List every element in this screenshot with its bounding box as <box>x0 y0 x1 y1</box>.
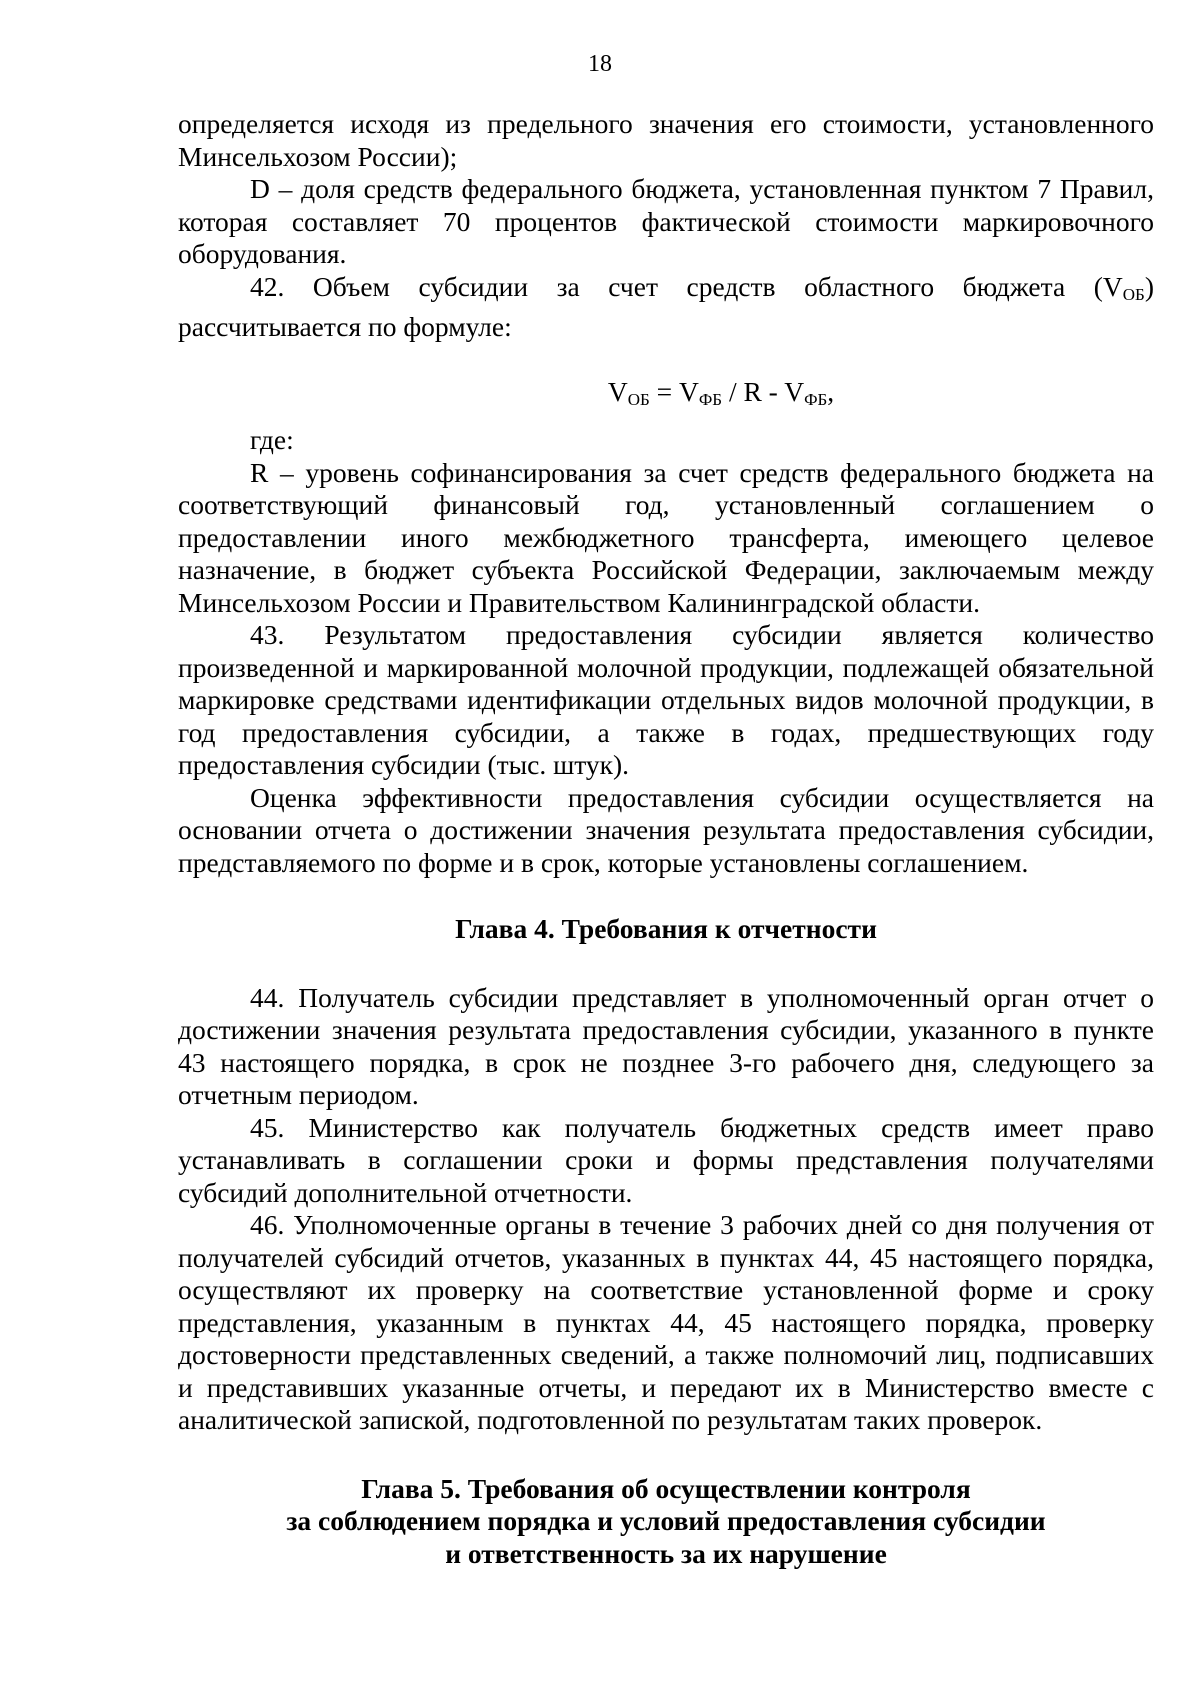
paragraph-43: 43. Результатом предоставления субсидии является количество произведенной и маркированной молочной продукции, подлежащей обязательной маркировке средствами идентификации отдельных видов молочной продукции, в год предоставления субсидии, а также в годах, предшествующих году предоставления субсидии (тыс. штук). <box>178 619 1154 780</box>
formula-end: , <box>827 375 835 407</box>
chapter-5-line-3: и ответственность за их нарушение <box>445 1537 887 1569</box>
paragraph-46: 46. Уполномоченные органы в течение 3 рабочих дней со дня получения от получателей субсидий отчетов, указанных в пунктах 44, 45 настоящего порядка, осуществляют их проверку на соответствие установленной форме и сроку представления, указанным в пунктах 44, 45 настоящего порядка, проверку достоверности представленных сведений, а также полномочий лиц, подписавших и представивших указанные отчеты, и передают их в Министерство вместе с аналитической запиской, подготовленной по результатам таких проверок. <box>178 1209 1154 1435</box>
chapter-4-heading: Глава 4. Требования к отчетности <box>455 913 877 944</box>
formula <box>178 376 1154 417</box>
paragraph-d-definition: D – доля средств федерального бюджета, установленная пунктом 7 Правил, которая составляет 70 процентов фактической стоимости маркировочного оборудования. <box>178 173 1154 269</box>
paragraph-45: 45. Министерство как получатель бюджетных средств имеет право устанавливать в соглашении сроки и формы представления получателями субсидий дополнительной отчетности. <box>178 1111 1154 1208</box>
paragraph-44: 44. Получатель субсидии представляет в уполномоченный орган отчет о достижении значения результата предоставления субсидии, указанного в пункте 43 настоящего порядка, в срок не позднее 3-го рабочего дня, следующего за отчетным периодом. <box>178 981 1154 1110</box>
formula-v1: V <box>607 375 628 407</box>
where-label: где: <box>250 424 294 455</box>
paragraph-42-text: 42. Объем субсидии за счет средств областного бюджета (V <box>250 270 1123 302</box>
document-body <box>178 108 1154 1570</box>
formula-sub-ob: ОБ <box>627 389 650 409</box>
page-number: 18 <box>588 51 612 77</box>
paragraph-r-definition: R – уровень софинансирования за счет средств федерального бюджета на соответствующий финансовый год, установленный соглашением о предоставлении иного межбюджетного трансферта, имеющего целевое назначение, в бюджет субъекта Российской Федерации, заключаемым между Минсельхозом России и Правительством Калининградской области. <box>178 456 1154 618</box>
formula-eq: = V <box>649 375 699 407</box>
paragraph-evaluation: Оценка эффективности предоставления субсидии осуществляется на основании отчета о достижении значения результата предоставления субсидии, представляемого по форме и в срок, которые установлены соглашением. <box>178 781 1154 878</box>
chapter-5-line-2: за соблюдением порядка и условий предоставления субсидии <box>286 1505 1046 1536</box>
formula-sub-fb: ФБ <box>698 389 723 409</box>
chapter-5-line-1: Глава 5. Требования об осуществлении контроля <box>361 1472 971 1504</box>
paragraph-42 <box>178 271 1154 344</box>
paragraph-42-sub: ОБ <box>1122 284 1145 304</box>
formula-sub-fb-2: ФБ <box>804 389 828 409</box>
paragraph-42-tail: ) рассчитывается по формуле: <box>178 270 1154 342</box>
formula-mid: / R - V <box>722 375 805 407</box>
paragraph-continuation: определяется исходя из предельного значения его стоимости, установленного Минсельхозом России); <box>178 108 1154 172</box>
chapter-5-heading <box>178 1473 1154 1571</box>
